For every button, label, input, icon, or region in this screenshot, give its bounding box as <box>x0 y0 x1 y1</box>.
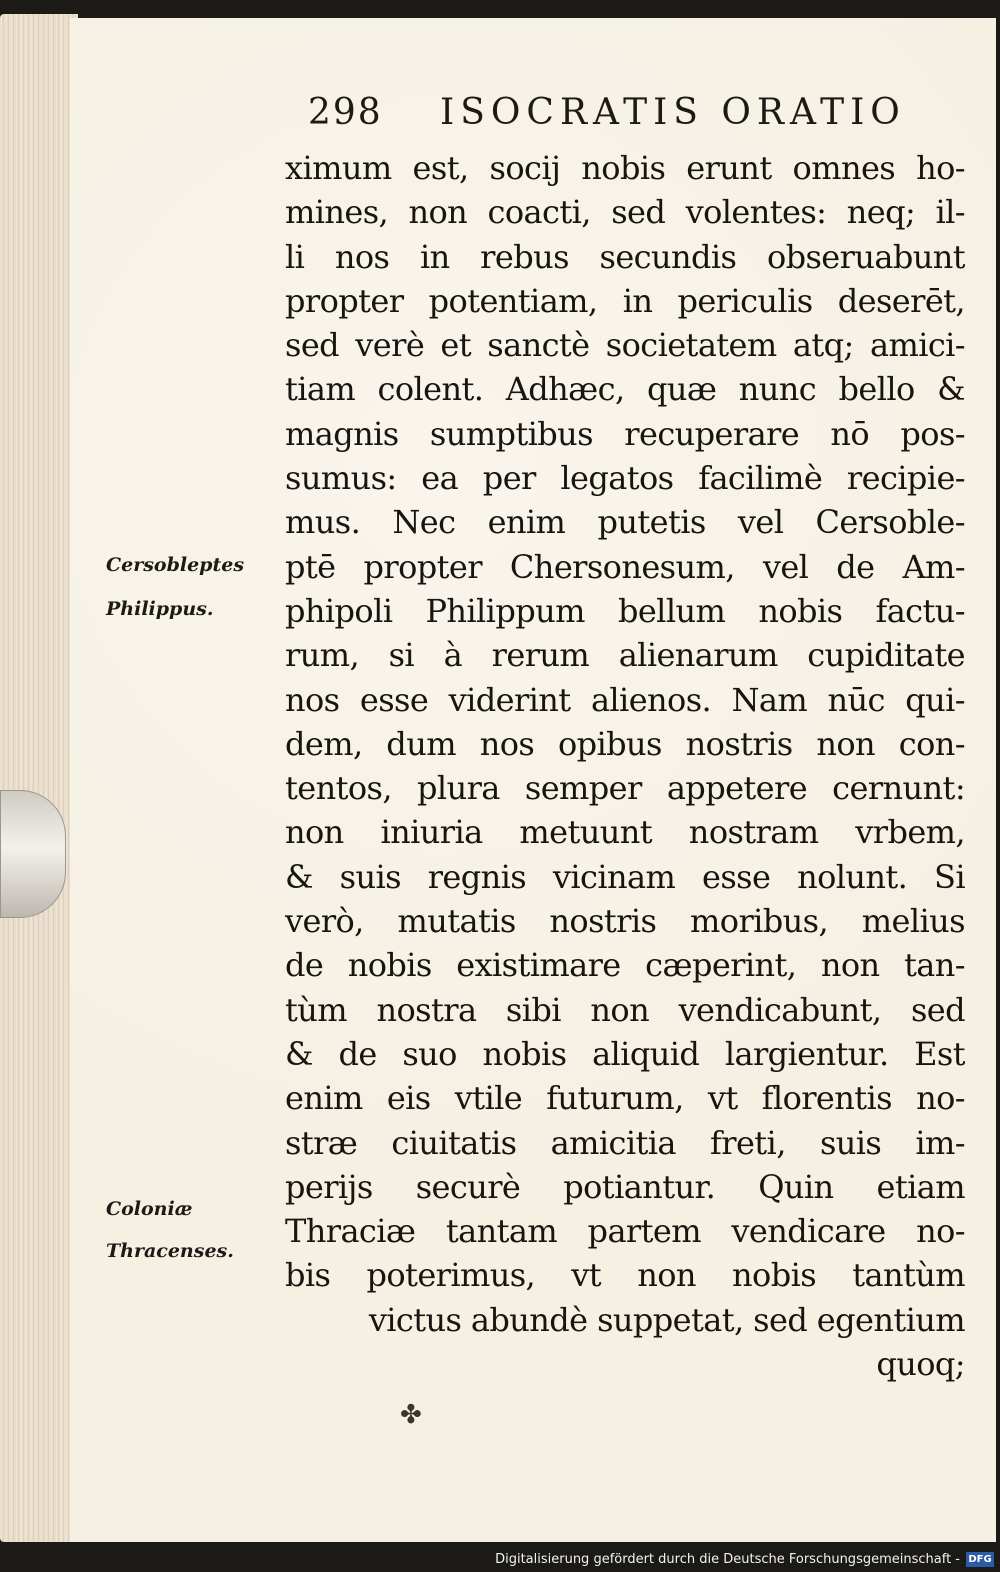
text-line: bis poterimus, vt non nobis tantùm <box>285 1256 965 1295</box>
text-line: rum, si à rerum alienarum cupiditate <box>285 636 965 675</box>
text-line: li nos in rebus secundis obseruabunt <box>285 237 965 276</box>
text-line: verò, mutatis nostris moribus, melius <box>285 902 965 941</box>
text-line: non iniuria metuunt nostram vrbem, <box>285 813 965 852</box>
margin-note: Thracenses. <box>106 1240 234 1262</box>
text-line: sed verè et sanctè societatem atq; amici- <box>285 326 965 365</box>
text-line: enim eis vtile futurum, vt florentis no- <box>285 1079 965 1118</box>
text-line: sumus: ea per legatos facilimè recipie- <box>285 459 965 498</box>
text-line: propter potentiam, in periculis deserēt, <box>285 281 965 320</box>
text-line: tùm nostra sibi non vendicabunt, sed <box>285 990 965 1029</box>
text-line: nos esse viderint alienos. Nam nūc qui- <box>285 680 965 719</box>
running-header <box>308 92 958 144</box>
body-text <box>285 146 965 1386</box>
text-line: ptē propter Chersonesum, vel de Am- <box>285 547 965 586</box>
margin-note: Coloniæ <box>106 1198 193 1220</box>
text-line: mus. Nec enim putetis vel Cersoble- <box>285 503 965 542</box>
running-title: ISOCRATIS ORATIO <box>440 92 906 133</box>
margin-note: Philippus. <box>106 598 214 620</box>
printer-ornament-icon: ✤ <box>400 1400 422 1430</box>
text-line: phipoli Philippum bellum nobis factu- <box>285 591 965 630</box>
text-line: tiam colent. Adhæc, quæ nunc bello & <box>285 370 965 409</box>
page-number: 298 <box>308 92 383 133</box>
dfg-logo-icon: DFG <box>966 1552 994 1567</box>
text-line: tentos, plura semper appetere cernunt: <box>285 769 965 808</box>
footer-bar <box>0 1548 1000 1572</box>
book-page-edges <box>0 14 78 1542</box>
book-page <box>70 18 996 1542</box>
page-clip <box>0 790 66 918</box>
text-line: ximum est, socij nobis erunt omnes ho- <box>285 149 965 187</box>
footer-credit: Digitalisierung gefördert durch die Deutsche Forschungsgemeinschaft - <box>495 1552 960 1567</box>
text-line: de nobis existimare cæperint, non tan- <box>285 946 965 985</box>
text-line: & suis regnis vicinam esse nolunt. Si <box>285 857 965 896</box>
margin-note: Cersobleptes <box>106 554 245 576</box>
text-line: victus abundè suppetat, sed egentium <box>368 1300 965 1339</box>
text-line: mines, non coacti, sed volentes: neq; il- <box>285 193 965 232</box>
text-line: magnis sumptibus recuperare nō pos- <box>285 414 965 453</box>
text-line: perijs securè potiantur. Quin etiam <box>285 1167 965 1206</box>
text-line: stræ ciuitatis amicitia freti, suis im- <box>285 1123 965 1162</box>
text-line: dem, dum nos opibus nostris non con- <box>285 724 965 763</box>
text-line: Thraciæ tantam partem vendicare no- <box>285 1212 965 1251</box>
text-line: & de suo nobis aliquid largientur. Est <box>285 1034 965 1073</box>
catchword: quoq; <box>876 1345 965 1384</box>
